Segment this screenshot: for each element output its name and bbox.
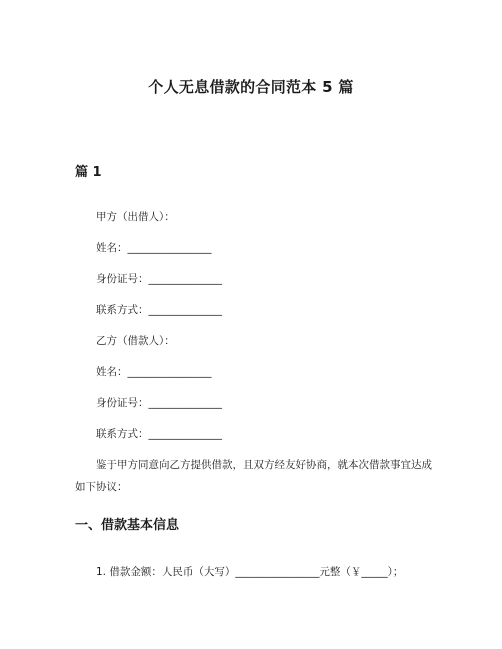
article-heading-1: 一、借款基本信息	[75, 518, 180, 533]
borrower-contact-field: 联系方式：______________	[96, 428, 222, 440]
lender-heading: 甲方（出借人）：	[96, 211, 175, 223]
loan-amount-item: 1. 借款金额：人民币（大写）________________元整（￥_____）；	[96, 566, 404, 578]
lender-name-field: 姓名：________________	[96, 242, 212, 254]
document-title: 个人无息借款的合同范本 5 篇	[148, 78, 354, 96]
section-heading-1: 篇 1	[75, 165, 102, 180]
borrower-id-field: 身份证号：______________	[96, 397, 222, 409]
lender-contact-field: 联系方式：______________	[96, 304, 222, 316]
preamble-paragraph: 鉴于甲方同意向乙方提供借款，且双方经友好协商，就本次借款事宜达成如下协议：	[75, 459, 432, 493]
borrower-heading: 乙方（借款人）：	[96, 335, 175, 347]
borrower-name-field: 姓名：________________	[96, 366, 212, 378]
lender-id-field: 身份证号：______________	[96, 273, 222, 285]
